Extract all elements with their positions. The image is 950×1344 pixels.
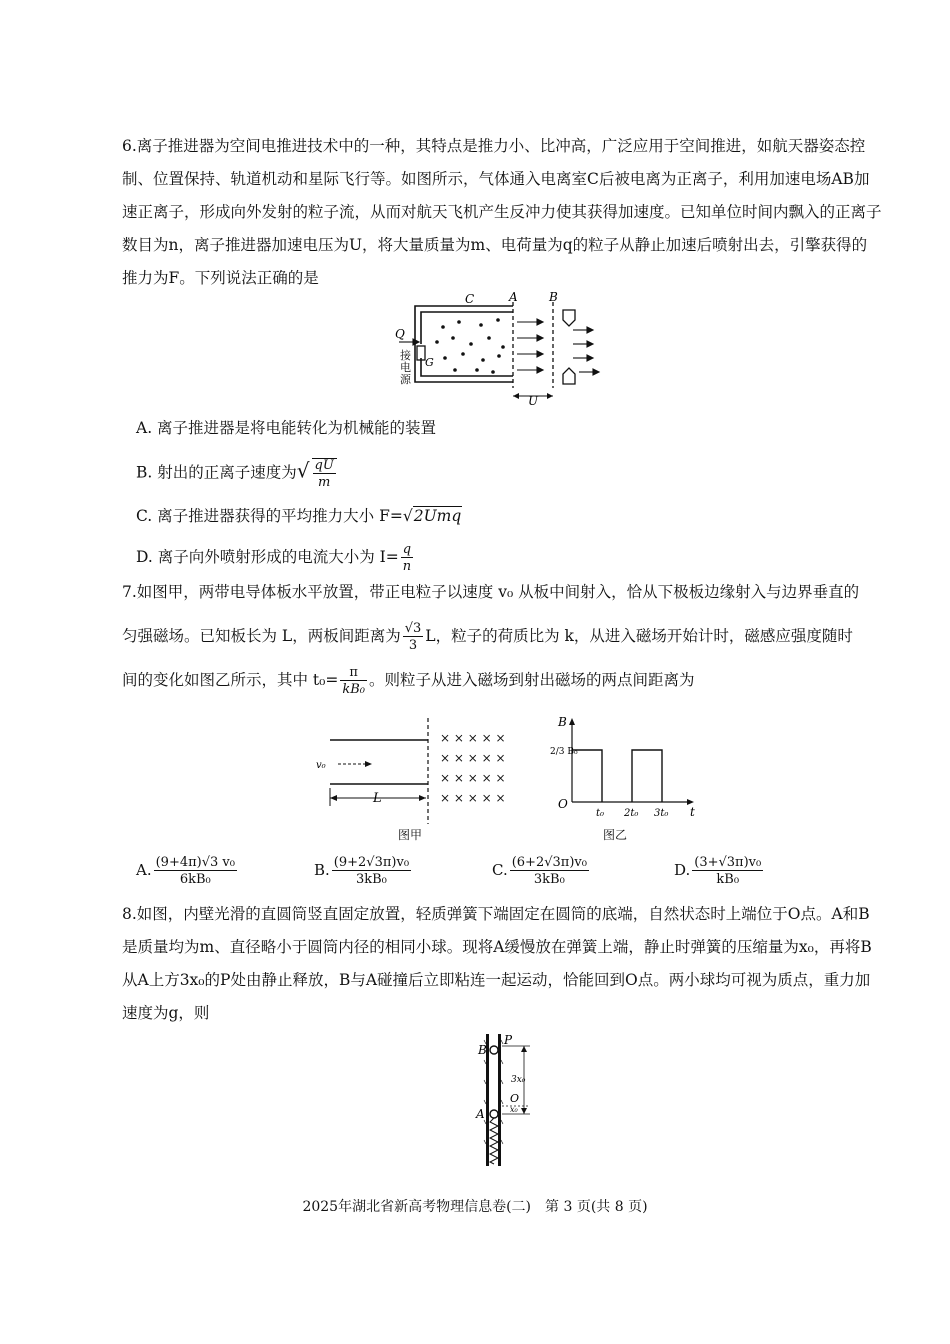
q7-line2-b: L，粒子的荷质比为 k，从进入磁场开始计时，磁感应强度随时: [425, 627, 853, 645]
question-6: [122, 130, 882, 295]
q7-option-c-den: 3kB₀: [533, 872, 565, 887]
caption-jia: 图甲: [398, 828, 423, 842]
question-7-line-2: [122, 622, 882, 652]
figure-yi: [550, 712, 700, 822]
svg-text:× × × × ×: × × × × ×: [440, 751, 506, 765]
q6-option-d-den: n: [402, 559, 412, 574]
svg-text:× × × × ×: × × × × ×: [440, 791, 506, 805]
q7-option-d-num: (3+√3π)v₀: [694, 855, 762, 870]
q7-line3-b: 。则粒子从进入磁场到射出磁场的两点间距离为: [369, 671, 695, 689]
label-t-axis: t: [690, 805, 695, 819]
label-ball-A: A: [476, 1107, 485, 1121]
q6-option-b-text: B. 射出的正离子速度为: [136, 463, 297, 482]
caption-yi: 图乙: [603, 828, 628, 842]
q6-option-c-text: C. 离子推进器获得的平均推力大小 F=: [136, 507, 403, 525]
label-ball-B: B: [478, 1043, 487, 1057]
power-source-label: 接电源: [400, 349, 411, 386]
q7-line2-a: 匀强磁场。已知板长为 L，两板间距离为: [122, 627, 401, 645]
tick-3t0: 3t₀: [654, 808, 669, 819]
ion-thruster-figure: [393, 292, 623, 410]
q7-option-b: [314, 856, 413, 886]
question-8-stem: 8.如图，内壁光滑的直圆筒竖直固定放置，轻质弹簧下端固定在圆筒的底端，自然状态时上端位于O点。A和B是质量均为m、直径略小于圆筒内径的相同小球。现将A缓慢放在弹簧上端，静止时弹簧的压缩量为x₀，再将B从A上方3x₀的P处由静止释放，B与A碰撞后立即粘连一起运动，恰能回到O点。两小球均可视为质点，重力加速度为g，则: [122, 905, 872, 1022]
q7-option-a-num: (9+4π)√3 v₀: [155, 855, 235, 870]
svg-text:× × × × ×: × × × × ×: [440, 731, 506, 745]
q7-line3-frac-den: kB₀: [342, 682, 366, 697]
q7-option-b-den: 3kB₀: [355, 872, 387, 887]
page-footer: 2025年湖北省新高考物理信息卷(二) 第 3 页(共 8 页): [302, 1199, 648, 1215]
tick-2t0: 2t₀: [624, 808, 639, 819]
q6-option-c: C. 离子推进器获得的平均推力大小 F=√2Umq: [136, 507, 462, 525]
q7-line2-frac-den: 3: [408, 638, 418, 653]
q6-option-b-num: qU: [314, 458, 334, 473]
question-7-line-1: 7.如图甲，两带电导体板水平放置，带正电粒子以速度 v₀ 从板中间射入，恰从下极板边缘射入与边界垂直的: [122, 583, 860, 601]
q7-option-c: [492, 856, 591, 886]
q6-option-a: A. 离子推进器是将电能转化为机械能的装置: [136, 419, 437, 437]
label-G: G: [425, 356, 434, 369]
q7-option-d-label: D.: [674, 861, 691, 879]
q6-option-c-expr: 2Umq: [413, 507, 462, 525]
q7-option-d-den: kB₀: [716, 872, 740, 887]
q7-option-d: [674, 856, 765, 886]
label-v0: v₀: [316, 760, 326, 771]
label-2-3-B0: 2/3 B₀: [550, 747, 578, 757]
label-A: A: [509, 292, 518, 304]
svg-text:× × × × ×: × × × × ×: [440, 771, 506, 785]
question-6-stem: 6.离子推进器为空间电推进技术中的一种，其特点是推力小、比冲高，广泛应用于空间推进，如航天器姿态控制、位置保持、轨道机动和星际飞行等。如图所示，气体通入电离室C后被电离为正离子，利用加速电场AB加速正离子，形成向外发射的粒子流，从而对航天飞机产生反冲力使其获得加速度。已知单位时间内飘入的正离子数目为n，离子推进器加速电压为U，将大量质量为m、电荷量为q的粒子从静止加速后喷射出去，引擎获得的推力为F。下列说法正确的是: [122, 137, 882, 287]
q7-option-a: [136, 856, 239, 886]
question-7-line-3: [122, 666, 882, 696]
q7-option-b-label: B.: [314, 861, 330, 879]
label-B: B: [549, 292, 558, 304]
tube-spring-figure: [470, 1030, 560, 1170]
label-U: U: [528, 394, 539, 408]
q7-option-c-num: (6+2√3π)v₀: [511, 855, 587, 870]
figure-jia: [310, 712, 510, 824]
label-C: C: [465, 292, 475, 306]
label-3x0: 3x₀: [511, 1075, 526, 1085]
q6-option-d: [136, 543, 415, 573]
q7-option-a-den: 6kB₀: [179, 872, 211, 887]
label-x0: x₀: [510, 1105, 518, 1114]
tick-t0: t₀: [596, 808, 605, 819]
q7-option-c-label: C.: [492, 861, 508, 879]
label-origin: O: [558, 797, 568, 811]
label-Q: Q: [395, 327, 405, 341]
q6-option-b: B. 射出的正离子速度为√ $\frac{qU}{m}$: [136, 458, 339, 489]
question-8: [122, 898, 882, 1030]
q6-option-b-den: m: [317, 475, 331, 490]
q7-option-a-label: A.: [136, 861, 152, 879]
question-7: [122, 580, 882, 696]
q6-option-d-num: q: [401, 543, 413, 558]
q6-option-d-text: D. 离子向外喷射形成的电流大小为 I=: [136, 548, 399, 566]
label-L: L: [373, 791, 382, 806]
label-P: P: [504, 1033, 513, 1047]
q7-line3-a: 间的变化如图乙所示，其中 t₀=: [122, 671, 339, 689]
q7-line2-frac-num: √3: [404, 621, 422, 636]
q7-option-b-num: (9+2√3π)v₀: [333, 855, 410, 870]
label-O: O: [510, 1092, 520, 1105]
q7-line3-frac-num: π: [340, 666, 367, 681]
label-B-axis: B: [558, 715, 567, 729]
